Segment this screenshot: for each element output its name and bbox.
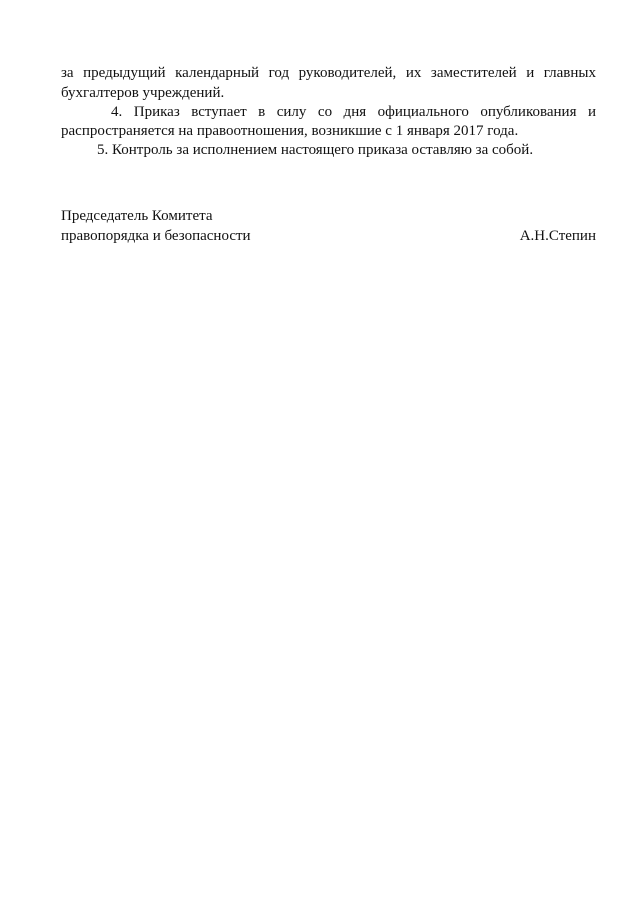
signatory-name: А.Н.Степин bbox=[519, 228, 596, 244]
paragraph-5: 5. Контроль за исполнением настоящего приказа оставляю за собой. bbox=[97, 142, 534, 158]
paragraph-4-line-2: распространяется на правоотношения, возникшие с 1 января 2017 года. bbox=[61, 123, 519, 139]
signature-title-line-1: Председатель Комитета bbox=[61, 208, 213, 224]
signature-block bbox=[61, 226, 596, 246]
paragraph-4-line-1: 4. Приказ вступает в силу со дня официального опубликования и bbox=[111, 104, 596, 120]
paragraph-3-continuation-line-2: бухгалтеров учреждений. bbox=[61, 85, 225, 101]
paragraph-3-continuation-line-1: за предыдущий календарный год руководителей, их заместителей и главных bbox=[61, 65, 596, 81]
signature-title-line-2: правопорядка и безопасности bbox=[61, 228, 251, 244]
